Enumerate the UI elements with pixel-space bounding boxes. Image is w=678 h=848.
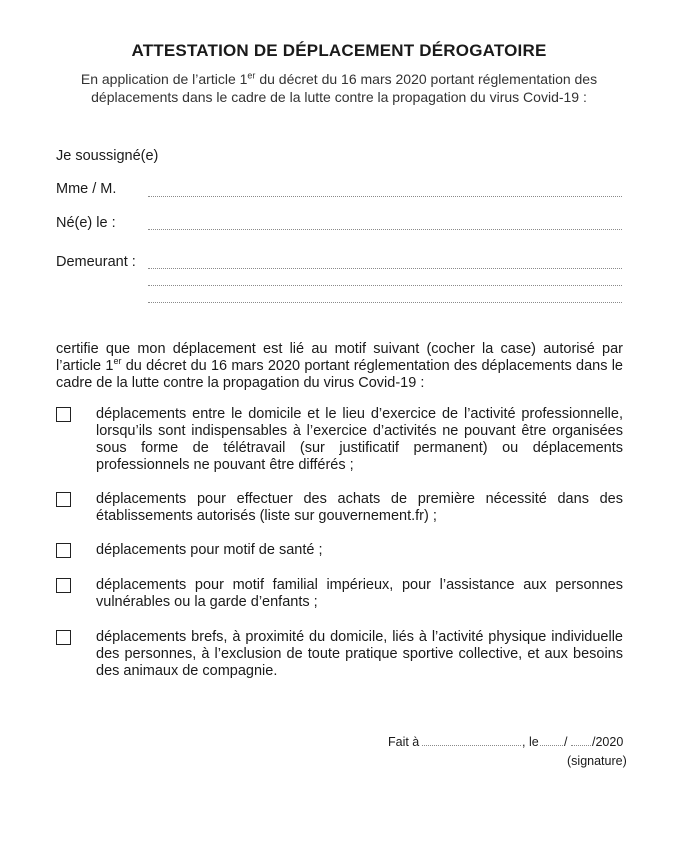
address-label: Demeurant : bbox=[56, 254, 136, 270]
birth-date-label: Né(e) le : bbox=[56, 215, 116, 231]
place-field[interactable] bbox=[422, 745, 521, 746]
fait-a-label: Fait à bbox=[388, 735, 420, 749]
address-field-line-2[interactable] bbox=[148, 285, 622, 286]
certify-sup: er bbox=[113, 356, 122, 367]
date-le-label: , le bbox=[522, 735, 539, 749]
name-field[interactable] bbox=[148, 196, 622, 197]
checkbox-health[interactable] bbox=[56, 543, 71, 558]
signature-label: (signature) bbox=[567, 754, 627, 768]
option-label: déplacements pour effectuer des achats de première nécessité dans des établissements autorisés (liste sur gouvernement.fr) ; bbox=[96, 491, 623, 524]
option-label: déplacements brefs, à proximité du domicile, liés à l’activité physique individuelle des personnes, à l’exclusion de toute pratique sportive collective, et aux besoins des animaux de compagnie. bbox=[96, 629, 623, 679]
address-field-line-3[interactable] bbox=[148, 302, 622, 303]
subtitle-pre: En application de l’article 1 bbox=[80, 71, 248, 87]
checkbox-professional[interactable] bbox=[56, 407, 71, 422]
date-separator: / bbox=[564, 735, 568, 749]
name-label: Mme / M. bbox=[56, 181, 117, 197]
certify-pre: certifie que mon déplacement est lié au motif suivant (cocher la case) autorisé par l’article 1 bbox=[56, 341, 623, 374]
month-field[interactable] bbox=[571, 745, 591, 746]
checkbox-exercise[interactable] bbox=[56, 630, 71, 645]
certify-post: du décret du 16 mars 2020 portant réglementation des déplacements dans le cadre de la lutte contre la propagation du virus Covid-19 : bbox=[56, 358, 623, 391]
option-label: déplacements pour motif familial impérieux, pour l’assistance aux personnes vulnérables ou la garde d’enfants ; bbox=[96, 577, 623, 610]
option-label: déplacements pour motif de santé ; bbox=[96, 542, 323, 558]
birth-date-field[interactable] bbox=[148, 229, 622, 230]
subtitle-post: du décret du 16 mars 2020 portant réglementation des déplacements dans le cadre de la lutte contre la propagation du virus Covid-19 : bbox=[91, 71, 598, 105]
undersigned-label: Je soussigné(e) bbox=[56, 148, 159, 164]
certification-text bbox=[56, 341, 623, 392]
document-subtitle bbox=[60, 70, 618, 106]
subtitle-sup: er bbox=[247, 70, 256, 81]
day-field[interactable] bbox=[540, 745, 563, 746]
year-label: /2020 bbox=[592, 735, 624, 749]
checkbox-shopping[interactable] bbox=[56, 492, 71, 507]
option-label: déplacements entre le domicile et le lieu d’exercice de l’activité professionnelle, lorsqu’ils sont indispensables à l’exercice d’activités ne pouvant être organisées sous forme de télétravail (sur justificatif permanent) ou déplacements professionnels ne pouvant être différés ; bbox=[96, 406, 623, 473]
document-title: ATTESTATION DE DÉPLACEMENT DÉROGATOIRE bbox=[131, 41, 547, 60]
address-field-line-1[interactable] bbox=[148, 268, 622, 269]
checkbox-family[interactable] bbox=[56, 578, 71, 593]
